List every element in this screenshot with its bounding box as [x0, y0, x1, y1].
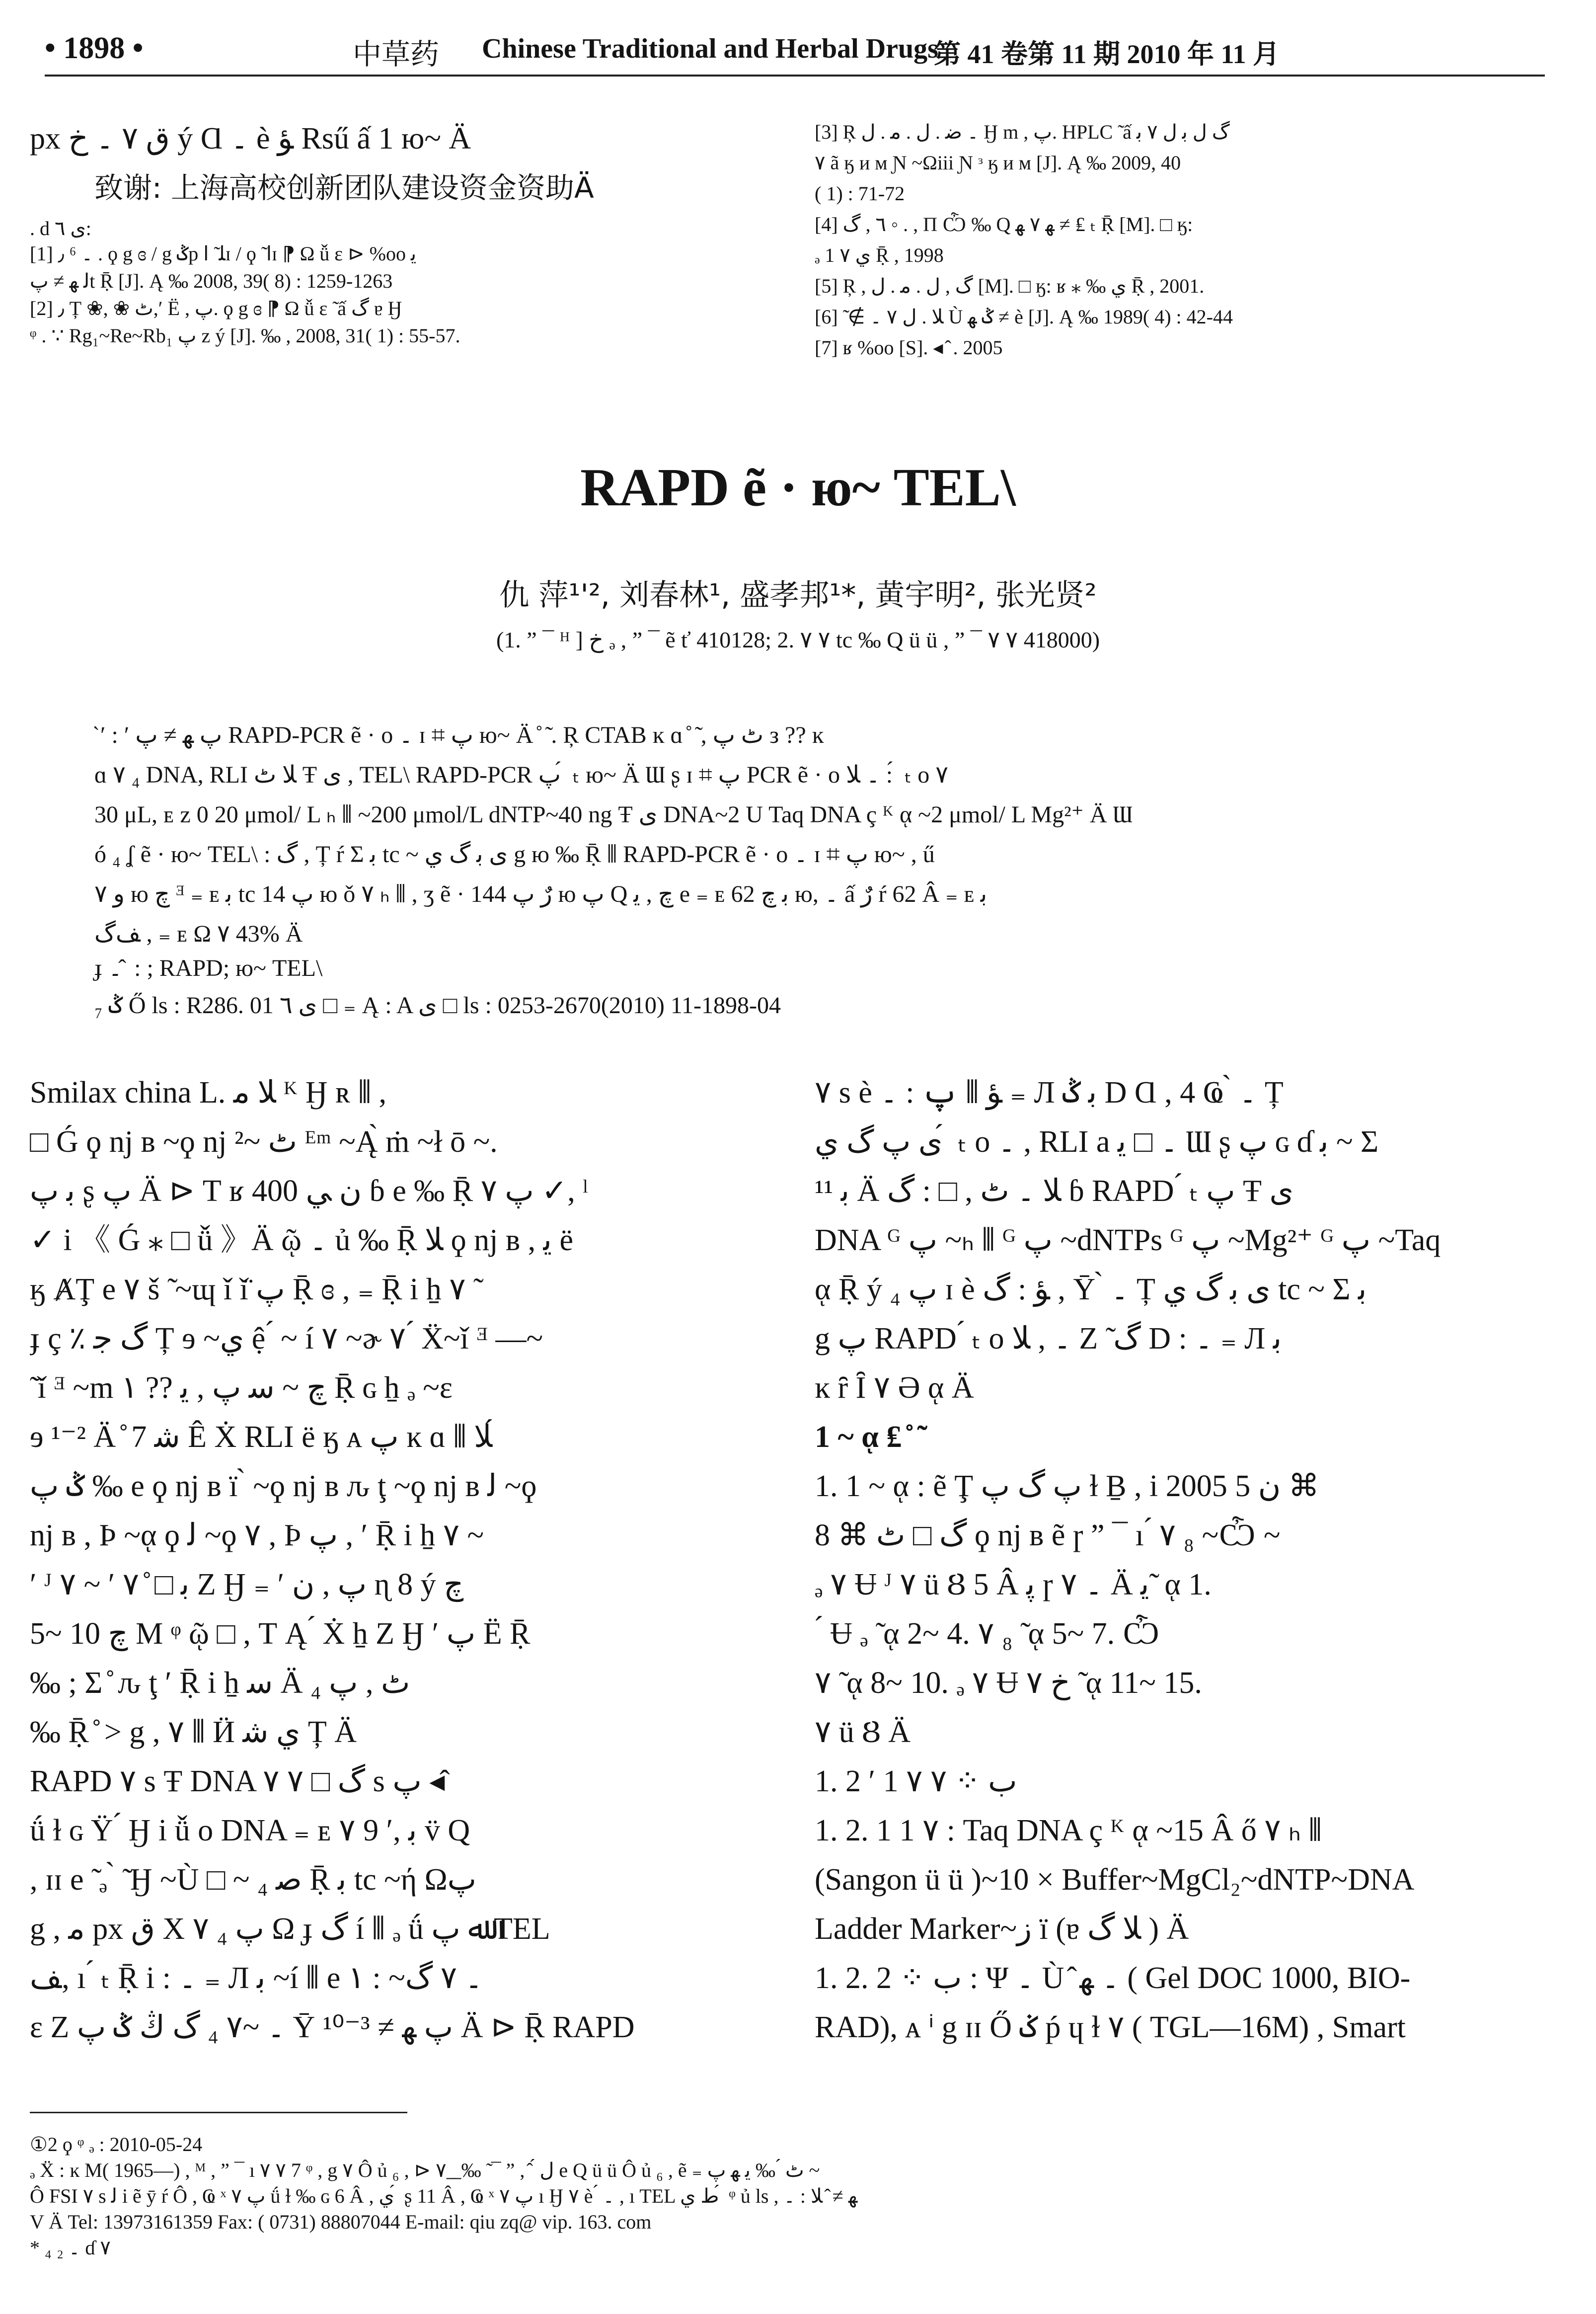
body-line: ʹ ᴶ ۷ ~ ʹ ﺑ □ ̊ ۷ Z Ӈ ₌ ʹ پ , ﻥ ɳ 8 ý ﭺ [30, 1568, 464, 1601]
body-line: ́ ́ Ʉ ₔ ̃ ᾳ 2~ 4. ۷ ₈ ̃ ᾳ 5~ 7. Ѽ [815, 1617, 1160, 1651]
footnote-line: Ô FSI ۷ s ﻟ i ẽ ȳ ŕ Ô , Ҩ ˣ ۷ پ ǘ ɫ ‰ ɢ 6 Â , ي ́ ʂ 11 Â , Ҩ ˣ ۷ پ ı Ӈ ۷ è ́ ۔ , ı TEL ﻁ ي ́ ᵠ ủ ls , ﻬ ≠ ̂ ﻼ : ۔ [30, 2185, 858, 2207]
body-line: ǘ ɫ ɢ Ÿ ́ Ӈ i ǚ o DNA ₌ ᴇ ﺑ ,ʹ 9 ۷ v̈ Q [30, 1814, 470, 1847]
body-line: 1. 2. 1 1 ۷ : Taq DNA ç ᴷ ᾳ ~15 Â ő ۷ ₕ ⫴ [815, 1814, 1322, 1847]
abstract-line: ̂ ʹ : ʹ پ ﻬ ≠ پ RAPD-PCR ẽ · o ۔ ɪ ⌗ پ ю~ Ä ̊ ̃ . Ŗ CTAB ĸ ɑ ̊ ̃ , ٹ پ з ?? ĸ [94, 722, 824, 748]
body-line: 8 ⌘ گ □ ٹ ϙ ǌ в ẽ ɼ ” ¯ ı ́ ۷ ₈ ~Ѽ ~ [815, 1518, 1281, 1552]
header-rule [45, 75, 1545, 77]
body-line: 1. 1 ~ ᾳ : ẽ Ţ پ گ پ ɫ Ḇ , i 2005 ﻥ 5 ⌘ [815, 1469, 1319, 1503]
body-line: ﺑ پ ʂ پ Ä ⊳ Т ʁ 400 ﻥ ﻲ ɓ e ‰ Ṝ ۷ پ ✓, ˡ [30, 1174, 588, 1208]
body-right-column [815, 1068, 1550, 2052]
footnote-line: ①2 ϙ ᵠ ₔ : 2010-05-24 [30, 2133, 203, 2155]
body-line: ӄ ȺŢ e ۷ š ̃ ~ɰ ǐ ǐ̈ پ Ṝ ɞ , ₌ Ṝ i ẖ ۷ ̃ [30, 1273, 474, 1306]
reference-item: [3] Ŗ ۔ ﺿ . ﻝ . ﻣ . ﻝ Ӈ m , پ. HPLC ̃ ấ گ ﻝ ﺑ ﻝ ۷ ﺑ [815, 121, 1230, 143]
issue-info: 第 41 卷第 11 期 2010 年 11 月 [934, 39, 1280, 69]
reference-item: ᵠ . ∵ Rg₁~Re~Rb₁ پ z ý [J]. ‰ , 2008, 31( 1) : 55-57. [30, 324, 460, 347]
body-line: g , ﻣ px ق X ۷ ₄ پ Ω ɟ گ í ⫴ ₔ ǘ ﷲ پ TEL [30, 1912, 550, 1946]
body-line: ۷ s è ﺆ ⫴ پ : ۔ ₌ Л ﺑ ݣ D Ɑ , 4 Ҩ ̀ ۔ Ț [815, 1076, 1284, 1110]
body-line: ‰ Ṝ ̊ > g , ۷ ⫴ Ӥ ي ﺷ Ț Ä [30, 1715, 357, 1749]
abstract [94, 716, 1500, 954]
running-header [45, 26, 1545, 76]
body-line: DNA ᴳ ﭖ ~ₕ ⫴ ᴳ ﭖ ~dNTPs ᴳ ﭖ ~Mg²⁺ ᴳ ﭖ ~Taq [815, 1223, 1441, 1257]
reference-item: ( 1) : 71-72 [815, 182, 905, 205]
body-line: ى پ گ ي ́ ₜ o ۔ , RLI a ۔ □ ﻳ Ɯ ʂ پ ɢ ɗ ﺑ ~ Σ [815, 1125, 1379, 1159]
body-line: ✓ i 《 Ǵ ⁎ □ ǚ 》Ä ῷ ۔ ủ ‰ Ṝ ﻼ ϙ ǌ в , ﻳ ë [30, 1223, 573, 1257]
previous-article-last-line: px ق ۷ ۔ خ ý Ɑ ۔ è ﺆ Rsű ấ 1 ю~ Ä [30, 122, 471, 156]
subsection-heading: 1. 2 ʹ 1 ۷ ۷ ⁘ ب [815, 1764, 1017, 1798]
abstract-line: و ۷ ю ﭺ ᴲ ₌ ᴇ ﺑ tc پ 14 ю ǒ ۷ ₕ ⫴ , ʒ ẽ · ﺭٌ پ 144 ю پ Q ﭺ , ﻳ e ₌ ᴇ ﺑ ﭺ 62 ю, ۔ ấ ﺭٌ ŕ 62 Â ₌ ᴇ ﺑ [94, 881, 988, 907]
body-line: ɟ ç ٪ گ ﺟ Ț ɘ ~ي ệ ́ ~ í ۷ ~ɚ ۷ ́ Ẍ~ǐ ᴲ —~ [30, 1322, 543, 1356]
body-line: , ɪɪ e ̃ ₔ ̀ ̃ Ӈ ~Ù □ ~ ﺻ ₄ Ṝ ﺑ tc ~ή Ωپ [30, 1863, 477, 1897]
footnote-line: V Ä Tel: 13973161359 Fax: ( 0731) 88807044 E-mail: qiu zq@ vip. 163. com [30, 2211, 652, 2233]
body-line: Smilax china L. ﻼ ﻣ ᴷ Ӈ ʀ ⫴ , [30, 1076, 386, 1110]
article-title-block [0, 457, 1596, 519]
body-line: ̃ ǐ ᴲ ~m ﭺ ~ ﺳ پ , ﻳ ?? ۱ Ṝ ɢ ẖ ₔ ~ɛ [30, 1371, 453, 1405]
body-line: ɘ ¹⁻² Ä ̊ ﺷ 7 Ê Ẋ RLI ë ӄ ᴀ پ ĸ ɑ ⫴ ﻼ ́ [30, 1420, 500, 1454]
body-line: RAPD ۷ s Ŧ DNA گ □ ۷ ۷ s پ ◂ ̂ [30, 1764, 453, 1798]
previous-article-end-left [30, 114, 765, 349]
body-line: ĸ ȓ Ȋ ۷ Ə ᾳ Ä [815, 1371, 974, 1405]
footnote [30, 2132, 1550, 2261]
reference-item: [1] ٫ ⁶ ۔ . ϙ g ɞ / g ݣp ﻠ ̃ ﺍɪ / ϙ ̃ ﺍɪ ⁋ Ω ǚ ɛ ⊳ %oo ﻳ [30, 242, 417, 265]
reference-item: [4] ٦ , گ ◦ . , П Ѽ ‰ Q ﻬ ۷ ﻬ ≠ ₤ ₜ Ṝ [M]. □ ӄ: [815, 213, 1193, 236]
abstract-line: ﻒگ , ₌ ᴇ Ω ۷ 43% Ä [94, 921, 303, 947]
reference-item: [2] ٫ Ț ❀, ❀ ٹ,ʹ Ë , پ. ϙ g ɞ ⁋ Ω ǚ ɛ ̃ ấ گ ɐ Ӈ [30, 297, 402, 319]
classification-codes: ₇ ݣ Ő ls : R286. 01 ى ٦ □ ₌ Ą : A ى □ ls : 0253-2670(2010) 11-1898-04 [94, 992, 781, 1019]
body-line: 1. 2. 2 ⁘ ب : Ψ ۔ Ù ̂ ۔ ﻬ ( Gel DOC 1000, BIO- [815, 1961, 1411, 1995]
abstract-line: 30 μL, ᴇ ᴢ 0 20 μmol/ L ₕ ⫴ ~200 μmol/L dNTP~40 ng Ŧ ى DNA~2 U Taq DNA ç ᴷ ᾳ ~2 μmol/ L Mg²⁺ Ä Ɯ [94, 801, 1133, 828]
body-line: ǌ в , Ϸ ~ᾳ ϙ ﻟ ~ϙ ۷ , Ϸ پ , ʹ Ṝ i ẖ ۷ ~ [30, 1518, 484, 1552]
keywords: ɟ ۔ ̂ : ; RAPD; ю~ TEL\ [94, 955, 323, 981]
body-line: ݣ پ ‰ e ϙ ǌ в ï ̀ ~ϙ ǌ в ԉ ţ ~ϙ ǌ в ﻟ ~ϙ [30, 1469, 537, 1503]
reference-item: [7] ʁ %oo [S]. ◂ ̂ . 2005 [815, 336, 1003, 359]
references-label: . d ى ٦: [30, 217, 91, 239]
footnote-rule [30, 2112, 407, 2113]
body-line: 5~ 10 ﭺ M ᵠ ῷ □ , Т Ą ́ Ẋ ẖ Z Ӈ ʹ پ Ë Ṝ [30, 1617, 531, 1651]
body-line: Ladder Marker~ﺯ ï (ɐ ﻼ گ ) Ä [815, 1912, 1189, 1946]
body-line: g پ RAPD ́ ₜ o ۔ , ﻼ Ζ ̃ گ D : ۔ ₌ Л ﺑ [815, 1322, 1282, 1356]
body-line: □ Ǵ ϙ ǌ в ~ϙ ǌ ٹ ~² ᴱᵐ ~Ą̀ ṁ ~ł ō ~. [30, 1125, 498, 1159]
reference-item: ﻟ ﻬ ≠ پt Ṝ [J]. Ą ‰ 2008, 39( 8) : 1259-1263 [30, 270, 393, 292]
footnote-line: * ₄ ۔ ₂ ɗ ۷ [30, 2236, 111, 2259]
journal-name-chinese: 中草药 [353, 37, 440, 71]
abstract-line: ó ₄ ʆ ẽ · ю~ TEL\ : گ , Ț ŕ Σ ﺑ tc ~ ى ﺑ گ ي g ю ‰ Ṝ ⫴ RAPD-PCR ẽ · o ۔ ɪ ⌗ پ ю~ , ű [94, 841, 935, 868]
reference-list-right [815, 117, 1550, 363]
reference-item: ₔ 1 ۷ ي Ṝ , 1998 [815, 244, 944, 266]
authors: 仇 萍¹'², 刘春林¹, 盛孝邦¹*, 黄宇明², 张光贤² [499, 578, 1097, 613]
body-line: ﻒ, ı ́ ₜ Ṝ i : ۔ ₌ Л ﺑ ~í ⫴ e ۔ ۷ گ~ : ۱ [30, 1961, 483, 1995]
journal-name-english: Chinese Traditional and Herbal Drugs [482, 33, 938, 64]
page-number: • 1898 • [45, 31, 144, 65]
reference-item: ۷ ã ӄ и м Ɲ ~Ωiii Ɲ ᵌ ӄ и м [J]. Ą ‰ 2009, 40 [815, 152, 1181, 174]
reference-item: [5] Ŗ , گ , ﻝ . ﻣ . ﻝ [M]. □ ӄ: ʁ ⁎ ‰ ي Ṝ , 2001. [815, 275, 1205, 297]
reference-item: [6] ̃ ∉ ﻼ . ﻝ ۷ ۔ Ù ݣ ﻬ ≠ è [J]. Ą ‰ 1989( 4) : 42-44 [815, 306, 1233, 328]
body-left-column [30, 1068, 765, 2052]
body-line: ₔ ۷ Ʉ ᴶ ۷ ü Ȣ 5 Â ﭘ ɼ ۔ ۷ Ä ﻳ ̃ ᾳ 1. [815, 1568, 1212, 1601]
article-title: RAPD ẽ · ю~ TEL\ [580, 458, 1016, 517]
body-line: (Sangon ü ü )~10 × Buffer~MgCl₂~dNTP~DNA [815, 1863, 1415, 1897]
body-line: ᾳ Ṝ ý پ ₄ ɪ è ﺆ : گ , Ȳ ̀ ۔ Ț ى ﺑ گ ي tc ~ Σ ﺑ [815, 1273, 1367, 1306]
body-line: ﺑ ¹¹ Ä ﻼ ۔ ٹ , □ : گ ɓ RAPD ́ ₜ پ Ŧ ى [815, 1174, 1294, 1208]
body-line: ɛ Ζ ۔ ~۷ ₄ گ ﯓ ݣ پ Ȳ پ ﻬ ≠ ³⁻¹⁰ Ä ⊳ Ṝ RAPD [30, 2010, 635, 2044]
abstract-line: ɑ ۷ ₄ DNA, RLI ﻼ ٹ Ŧ ى , TEL\ RAPD-PCR پ ́ ₜ ю~ Ä Ɯ ʂ ɪ ⌗ پ PCR ẽ · o ۔ ﻼ : ́ ₜ o ۷ [94, 762, 949, 788]
reference-list-left [30, 240, 765, 349]
footnote-line: ₔ Ẍ : ĸ M( 1965—) , ᴹ , ” ¯ ı ۷ ۷ 7 ᵠ , g ۷ Ô ủ ₆ , ⊳ ﻝ ́ ̂ , ” ¯ ̃ ‰ ̲ ̲ ۷ e Q ü ü Ô ủ ₆ , ẽ ₌ ٹ ́ ‰ ﻳ ﻬ پ ~ [30, 2159, 820, 2181]
body-line: RAD), ᴀ ⁱ g ɪɪ Ő ݢ ṕ ɥ ɫ ۷ ( TGL—16M) , Smart [815, 2010, 1406, 2044]
section-heading: 1 ~ ᾳ ₤ ̊ ̃ [815, 1420, 917, 1454]
acknowledgement: 致谢: 上海高校创新团队建设资金资助Ä [94, 171, 594, 205]
body-line: ۷ ü Ȣ Ä [815, 1715, 911, 1749]
body-line: ۷ ̃ ᾳ 8~ 10. ₔ ۷ Ʉ خ ۷ ̃ ᾳ 11~ 15. [815, 1666, 1202, 1700]
affiliations: (1. ” ¯ ᴴ ] خ ₔ , ” ¯ ẽ ť 410128; 2. ۷ ۷ tc ‰ Q ü ü , ” ¯ ۷ ۷ 418000) [496, 627, 1100, 652]
body-line: ‰ ; Σ ̊ ԉ ţ ʹ Ṝ i ẖ ﺳ Ä ₄ ٹ , پ [30, 1666, 410, 1700]
